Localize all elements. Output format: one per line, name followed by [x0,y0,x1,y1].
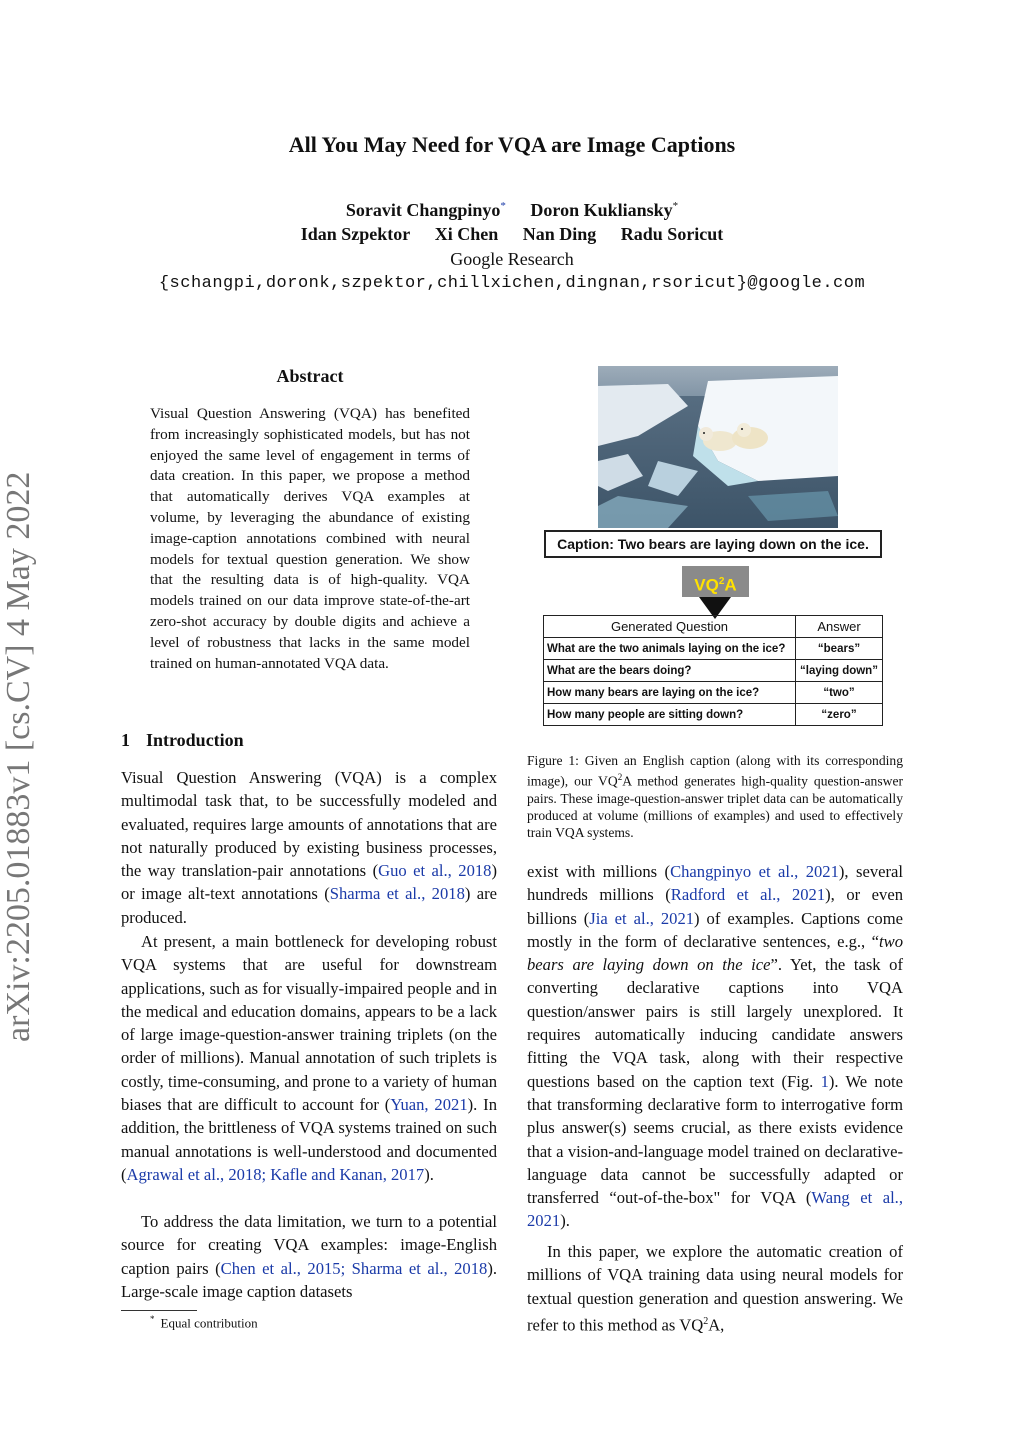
authors-row-2 [0,224,1024,245]
question-cell: How many bears are laying on the ice? [544,682,796,704]
table-header-row [544,616,883,638]
citation-link[interactable]: Jia et al., 2021 [589,908,695,928]
vq2a-method-box: $VQ^2A$ [682,566,749,597]
generated-qa-table [543,615,883,726]
right-paragraph-2: In this paper, we explore the automatic creation of millions of VQA training data using neural models for textual question generation and question answering. We refer to this method as $VQ^2A$, [527,1242,903,1335]
paper-title: All You May Need for VQA are Image Captions [288,132,736,157]
question-cell: What are the two animals laying on the ice? [544,638,796,660]
author: Doron Kukliansky* [530,200,679,220]
affiliation: Google Research [450,249,574,269]
table-row [544,704,883,726]
section-heading: 1 Introduction [121,730,244,750]
column-header: Generated Question [544,616,796,638]
citation-link[interactable]: Radford et al., 2021 [670,885,826,905]
authors-row-1 [0,200,1024,221]
author: Soravit Changpinyo* [345,200,506,220]
polar-bears-photo [598,366,838,528]
table-row [544,660,883,682]
footnote-rule [121,1310,197,1311]
author: Xi Chen [434,224,499,244]
table-row [544,682,883,704]
intro-paragraph-2: At present, a main bottleneck for developing robust VQA systems that are useful for downstream applications, such as for visually-impaired people and in the medical and education domains, appears to be a lack of large image-question-answer training triplets (on the order of millions). Manual annotation of such triplets is costly, time-consuming, and prone to a variety of human biases that are difficult to account for (Yuan, 2021). In addition, the brittleness of VQA systems trained on such manual annotations is well-understood and documented (Agrawal et al., 2018; Kafle and Kanan, 2017). [121,932,497,1184]
figure-caption: Figure 1: Given an English caption (along with its corresponding image), our $VQ^2A$ method generates high-quality question-answer pairs. These image-question-answer triplet data can be automatically produced at volume (millions of examples) and used to effectively train VQA systems. [527,753,903,840]
answer-cell: “two” [796,682,883,704]
abstract-text: Visual Question Answering (VQA) has benefited from increasingly sophisticated models, but has not enjoyed the same level of engagement in terms of data creation. In this paper, we propose a method that automatically derives VQA examples at volume, by leveraging the abundance of existing image-caption annotations combined with neural models for textual question generation. We show that the resulting data is of high-quality. VQA models trained on our data improve state-of-the-art zero-shot accuracy by double digits and achieve a level of robustness that lacks in the same model trained on human-annotated VQA data. [150,405,470,672]
author: Nan Ding [522,224,597,244]
answer-cell: “laying down” [796,660,883,682]
intro-paragraph-3: To address the data limitation, we turn to a potential source for creating VQA examples: image-English caption pairs (Chen et al., 2015; Sharma et al., 2018). Large-scale image caption datasets [121,1212,497,1301]
caption-box: Caption: Two bears are laying down on the ice. [544,530,882,558]
citation-link[interactable]: Chen et al., 2015; Sharma et al., 2018 [220,1258,488,1278]
answer-cell: “bears” [796,638,883,660]
figure-ref-link[interactable]: 1 [820,1071,829,1091]
right-paragraph-1: exist with millions (Changpinyo et al., 2021), several hundreds millions (Radford et al., 2021), or even billions (Jia et al., 2021) of examples. Captions come mostly in the form of declarative sentences, e.g., “two bears are laying down on the ice”. Yet, the task of converting declarative captions into VQA question/answer pairs is still largely unexplored. It requires automatically inducing candidate answers fitting the VQA task, along with their respective questions based on the caption text (Fig. 1). We note that transforming declarative form to interrogative form plus answer(s) seems crucial, as there exists evidence that a vision-and-language model trained on declarative-language data cannot be successfully adapted or transferred “out-of-the-box" for VQA (Wang et al., 2021). [527,862,904,1231]
table-row [544,638,883,660]
citation-link[interactable]: Sharma et al., 2018 [329,884,465,904]
question-cell: How many people are sitting down? [544,704,796,726]
author: Radu Soricut [620,224,724,244]
abstract-heading: Abstract [276,366,344,386]
question-cell: What are the bears doing? [544,660,796,682]
citation-link[interactable]: Changpinyo et al., 2021 [670,862,839,881]
answer-cell: “zero” [796,704,883,726]
citation-link[interactable]: Yuan, 2021 [390,1095,468,1115]
arxiv-stamp: arXiv:2205.01883v1 [cs.CV] 4 May 2022 [0,471,37,1042]
citation-link[interactable]: Guo et al., 2018 [378,861,492,881]
intro-paragraph-1: Visual Question Answering (VQA) is a complex multimodal task that, to be successfully modeled and evaluated, requires large amounts of annotations that are not naturally produced by existing business processes, the way translation-pair annotations (Guo et al., 2018) or image alt-text annotations (Sharma et al., 2018) are produced. [121,768,497,927]
citation-link[interactable]: Agrawal et al., 2018; Kafle and Kanan, 2017 [126,1164,425,1184]
author: Idan Szpektor [300,224,411,244]
column-header: Answer [796,616,883,638]
email-list: {schangpi,doronk,szpektor,chillxichen,dingnan,rsoricut}@google.com [158,274,866,293]
citation-link[interactable]: Wang et al., 2021 [527,1188,903,1231]
footnote: * Equal contribution [150,1314,258,1331]
